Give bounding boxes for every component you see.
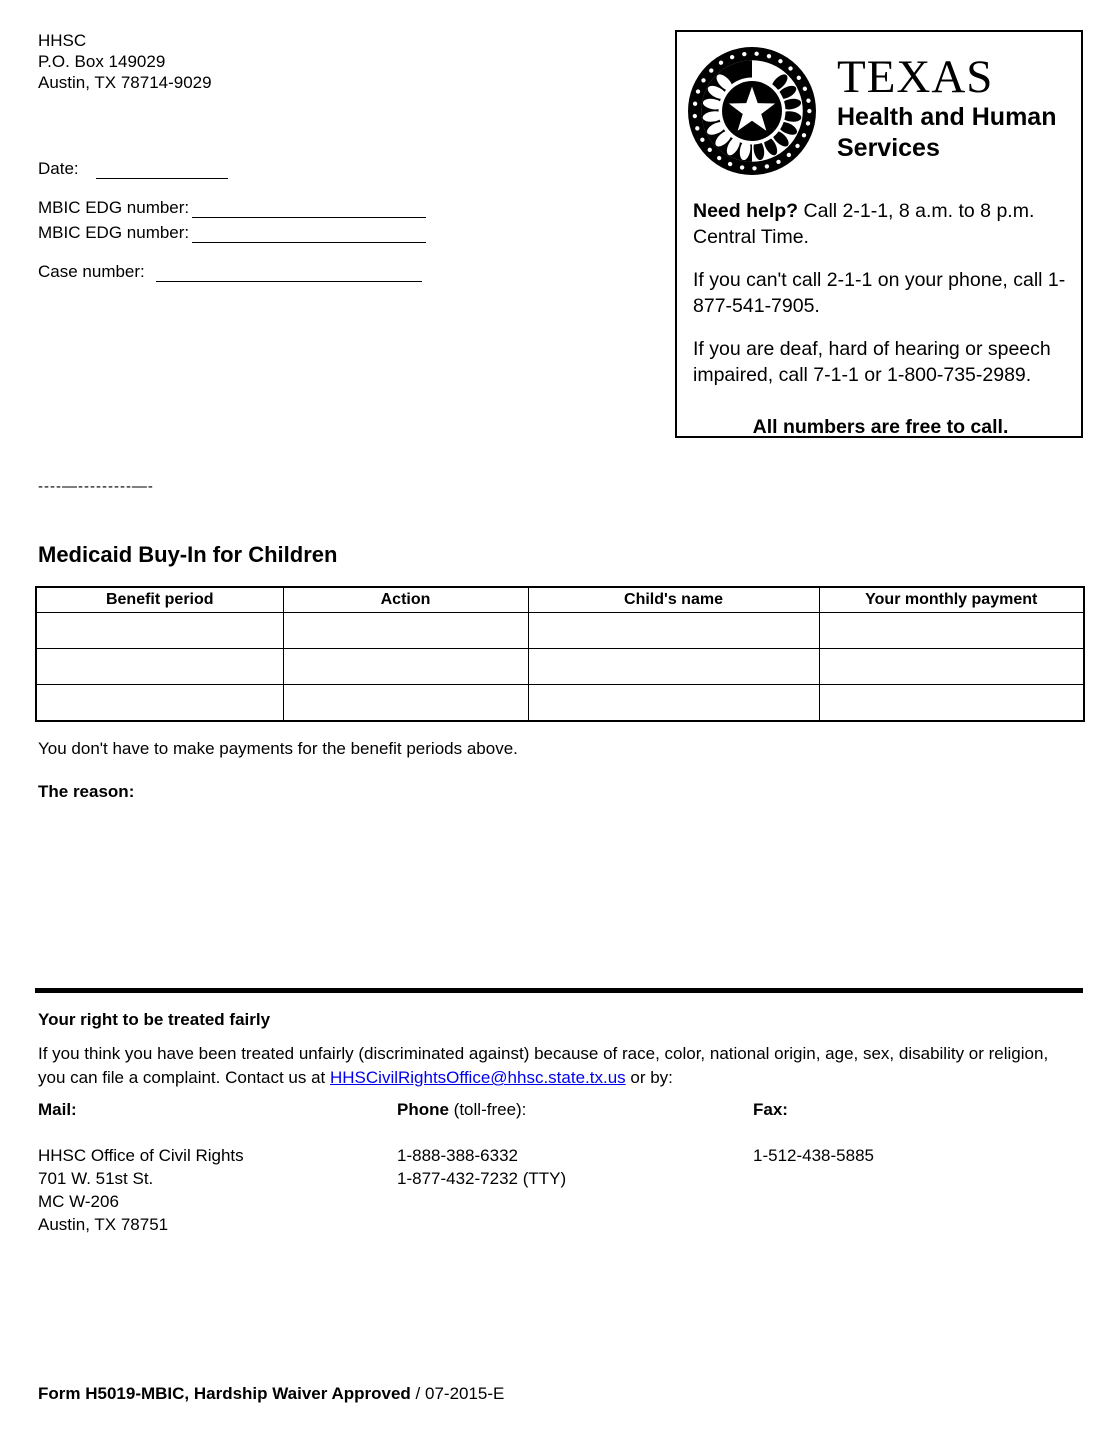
mail-line: MC W-206 bbox=[38, 1192, 119, 1211]
mbic-edg-field-row-2 bbox=[38, 223, 426, 243]
table-header-row bbox=[36, 587, 1084, 613]
table-cell bbox=[36, 685, 283, 722]
sender-po-box: P.O. Box 149029 bbox=[38, 52, 166, 71]
mbic-edg-blank-line-2 bbox=[192, 225, 426, 243]
mail-line: 701 W. 51st St. bbox=[38, 1169, 154, 1188]
table-row bbox=[36, 613, 1084, 649]
wordmark-texas: TEXAS bbox=[837, 51, 994, 103]
case-number-label: Case number: bbox=[38, 262, 145, 281]
rights-body bbox=[38, 1042, 1078, 1090]
sender-org: HHSC bbox=[38, 31, 87, 50]
section-divider-rule bbox=[35, 988, 1083, 993]
help-paragraph-3: If you are deaf, hard of hearing or speech impaired, call 7-1-1 or 1-800-735-2989. bbox=[693, 338, 1051, 386]
col-monthly-payment: Your monthly payment bbox=[819, 587, 1084, 613]
no-payment-note: You don't have to make payments for the benefit periods above. bbox=[38, 739, 518, 758]
mbic-edg-label-1: MBIC EDG number: bbox=[38, 198, 190, 217]
phone-label-bold: Phone bbox=[397, 1100, 449, 1119]
col-benefit-period: Benefit period bbox=[36, 587, 283, 613]
mbic-edg-blank-line-1 bbox=[192, 200, 426, 218]
mail-label: Mail: bbox=[38, 1100, 77, 1119]
table-cell bbox=[36, 649, 283, 685]
form-footer bbox=[38, 1384, 504, 1404]
table-cell bbox=[283, 613, 528, 649]
date-field-row bbox=[38, 159, 228, 179]
benefit-table bbox=[35, 586, 1085, 722]
fax-number-block bbox=[753, 1144, 874, 1167]
need-help-rest: Call 2-1-1, 8 a.m. to 8 p.m. Central Time. bbox=[693, 200, 1035, 248]
form-revision: / 07-2015-E bbox=[410, 1384, 505, 1403]
table-cell bbox=[36, 613, 283, 649]
help-paragraph-1 bbox=[693, 198, 1068, 250]
free-call-note: All numbers are free to call. bbox=[752, 416, 1009, 438]
rights-body-before: If you think you have been treated unfairly (discriminated against) because of race, color, national origin, age, sex, disability or religion, you can file a complaint. Contact us at bbox=[38, 1044, 1049, 1087]
sender-address bbox=[38, 30, 212, 93]
case-number-field-row bbox=[38, 262, 422, 282]
mbic-edg-field-row-1 bbox=[38, 198, 426, 218]
table-cell bbox=[528, 685, 819, 722]
fax-line: 1-512-438-5885 bbox=[753, 1146, 874, 1165]
phone-line: 1-888-388-6332 bbox=[397, 1146, 518, 1165]
table-cell bbox=[283, 685, 528, 722]
help-paragraph-2: If you can't call 2-1-1 on your phone, call 1-877-541-7905. bbox=[693, 269, 1066, 317]
mail-address-block bbox=[38, 1144, 244, 1236]
col-action: Action bbox=[283, 587, 528, 613]
table-cell bbox=[528, 649, 819, 685]
table-row bbox=[36, 685, 1084, 722]
civil-rights-email-link[interactable]: HHSCivilRightsOffice@hhsc.state.tx.us bbox=[330, 1068, 626, 1087]
fax-label: Fax: bbox=[753, 1100, 788, 1119]
phone-number-block bbox=[397, 1144, 566, 1190]
wordmark-hhs-line1: Health and Human bbox=[837, 103, 1057, 131]
table-cell bbox=[819, 649, 1084, 685]
need-help-lead: Need help? bbox=[693, 200, 799, 222]
mbic-edg-label-2: MBIC EDG number: bbox=[38, 223, 190, 242]
wordmark-hhs-line2: Services bbox=[837, 134, 940, 162]
section-title: Medicaid Buy-In for Children bbox=[38, 542, 338, 567]
reason-label: The reason: bbox=[38, 782, 135, 801]
table-cell bbox=[283, 649, 528, 685]
col-childs-name: Child's name bbox=[528, 587, 819, 613]
phone-line: 1-877-432-7232 (TTY) bbox=[397, 1169, 567, 1188]
form-number: Form H5019-MBIC, Hardship Waiver Approved bbox=[38, 1384, 411, 1403]
mail-line: Austin, TX 78751 bbox=[38, 1215, 169, 1234]
table-cell bbox=[528, 613, 819, 649]
table-cell bbox=[819, 613, 1084, 649]
agency-logo bbox=[687, 46, 1056, 176]
date-blank-line bbox=[96, 161, 228, 179]
table-cell bbox=[819, 685, 1084, 722]
date-label: Date: bbox=[38, 159, 79, 178]
rights-body-after: or by: bbox=[625, 1068, 673, 1087]
case-number-blank-line bbox=[156, 264, 422, 282]
help-text bbox=[693, 198, 1068, 457]
dashed-separator: ----—---------—- bbox=[38, 478, 154, 495]
sender-city: Austin, TX 78714-9029 bbox=[38, 73, 212, 92]
phone-label bbox=[397, 1100, 526, 1120]
phone-label-rest: (toll-free): bbox=[448, 1100, 527, 1119]
texas-seal-icon bbox=[687, 46, 817, 176]
agency-wordmark bbox=[837, 46, 1056, 162]
table-row bbox=[36, 649, 1084, 685]
help-box bbox=[675, 30, 1083, 438]
mail-line: HHSC Office of Civil Rights bbox=[38, 1146, 244, 1165]
rights-title: Your right to be treated fairly bbox=[38, 1010, 271, 1029]
